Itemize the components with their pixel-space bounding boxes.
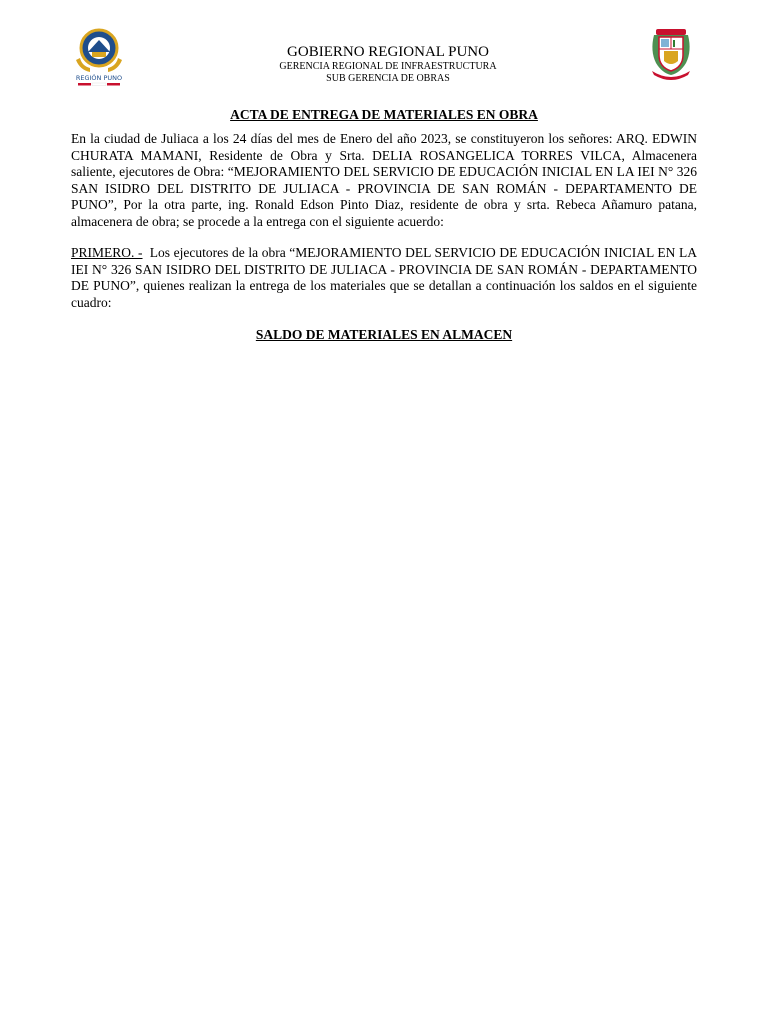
region-puno-label: REGIÓN PUNO [75, 74, 123, 82]
paragraph-intro: En la ciudad de Juliaca a los 24 días del mes de Enero del año 2023, se constituyeron los señores: ARQ. EDWIN CHURATA MAMANI, Residente de Obra y Srta. DELIA ROSANGELICA TORRES VILCA, Almacenera saliente, ejecutores de Obra: “MEJORAMIENTO DEL SERVICIO DE EDUCACIÓN INICIAL EN LA IEI N° 326 SAN ISIDRO DEL DISTRITO DE JULIACA - PROVINCIA DE SAN ROMÁN - DEPARTAMENTO DE PUNO”, Por la otra parte, ing. Ronald Edson Pinto Diaz, residente de obra y srta. Rebeca Añamuro patana, almacenera de obra; se procede a la entrega con el siguiente acuerdo: [71, 131, 697, 229]
paragraph-primero [71, 245, 697, 311]
org-sub-1: GERENCIA REGIONAL DE INFRAESTRUCTURA [279, 61, 497, 72]
region-puno-emblem-icon [70, 26, 128, 88]
section-title: SALDO DE MATERIALES EN ALMACEN [255, 327, 513, 342]
peru-coat-of-arms-icon [644, 27, 698, 81]
primero-label: PRIMERO. - [71, 245, 143, 260]
org-name: GOBIERNO REGIONAL PUNO [287, 44, 489, 60]
letterhead [230, 44, 546, 85]
org-sub-2: SUB GERENCIA DE OBRAS [326, 73, 450, 84]
primero-body: Los ejecutores de la obra “MEJORAMIENTO DEL SERVICIO DE EDUCACIÓN INICIAL EN LA IEI N° 326 SAN ISIDRO DEL DISTRITO DE JULIACA - PROVINCIA DE SAN ROMÁN - DEPARTAMENTO DE PUNO”, quienes realizan la entrega de los materiales que se detallan a continuación los saldos en el siguiente cuadro: [71, 245, 698, 310]
document-title: ACTA DE ENTREGA DE MATERIALES EN OBRA [230, 107, 538, 122]
